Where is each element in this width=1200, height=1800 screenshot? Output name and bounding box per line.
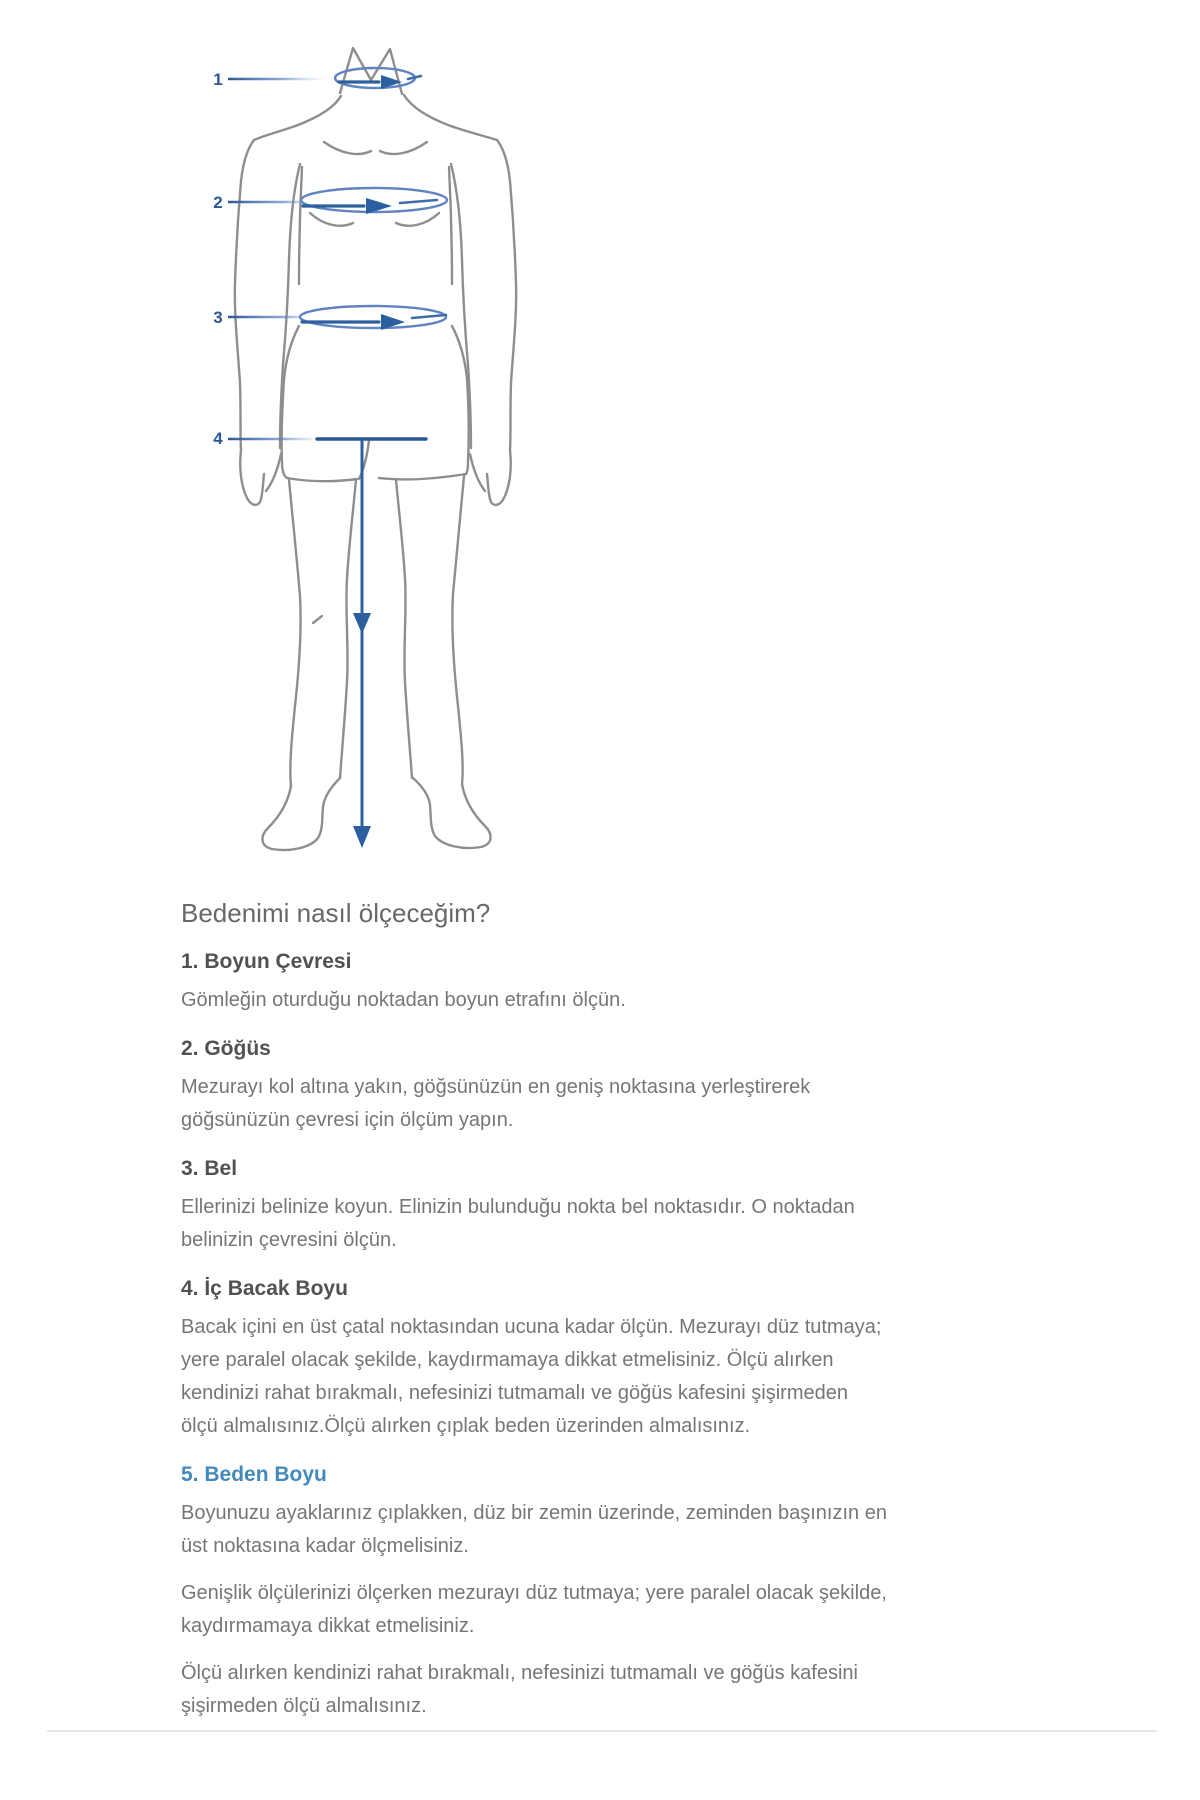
measure-neck [213, 68, 421, 89]
body-measurement-figure [150, 30, 550, 860]
section-heading-body-height: 5. Beden Boyu [181, 1463, 327, 1486]
measure-chest [213, 188, 447, 214]
bottom-divider [47, 1730, 1157, 1732]
measure-waist [213, 306, 446, 330]
section-heading-waist: 3. Bel [181, 1157, 238, 1180]
section-paragraph: Ellerinizi belinize koyun. Elinizin bulunduğu nokta bel noktasıdır. O noktadan belinizin çevresini ölçün. [181, 1196, 855, 1251]
measure-label-4: 4 [213, 429, 223, 448]
section-paragraph: Boyunuzu ayaklarınız çıplakken, düz bir zemin üzerinde, zeminden başınızın en üst noktasına kadar ölçmelisiniz. [181, 1502, 887, 1557]
waist-tape-dash [412, 315, 446, 318]
section-paragraph: Ölçü alırken kendinizi rahat bırakmalı, nefesinizi tutmamalı ve göğüs kafesini şişirmeden ölçü almalısınız. [181, 1662, 858, 1717]
section-heading-neck: 1. Boyun Çevresi [181, 950, 352, 973]
neck-tape-ellipse [335, 68, 415, 88]
section-chest [181, 1035, 889, 1137]
section-heading-inner-leg: 4. İç Bacak Boyu [181, 1277, 348, 1300]
section-waist [181, 1155, 889, 1257]
neck-tape-dash [408, 76, 421, 79]
measure-label-3: 3 [213, 308, 223, 327]
inner-leg-end-arrow-head [353, 826, 371, 848]
measurement-instructions [181, 896, 889, 1737]
section-paragraph: Gömleğin oturduğu noktadan boyun etrafını ölçün. [181, 989, 626, 1011]
section-neck [181, 948, 889, 1017]
measure-label-1: 1 [213, 70, 223, 89]
body-outline [235, 48, 516, 850]
section-inner-leg [181, 1275, 889, 1443]
section-paragraph: Genişlik ölçülerinizi ölçerken mezurayı düz tutmaya; yere paralel olacak şekilde, kaydırmamaya dikkat etmelisiniz. [181, 1582, 887, 1637]
chest-tape-dash [400, 200, 437, 203]
section-paragraph: Bacak içini en üst çatal noktasından ucuna kadar ölçün. Mezurayı düz tutmaya; yere paralel olacak şekilde, kaydırmamaya dikkat etmelisiniz. Ölçü alırken kendinizi rahat bırakmalı, nefesinizi tutmamalı ve göğüs kafesini şişirmeden ölçü almalısınız.Ölçü alırken çıplak beden üzerinden almalısınız. [181, 1316, 882, 1437]
inner-leg-mid-arrow-head [353, 613, 371, 634]
section-heading-chest: 2. Göğüs [181, 1037, 271, 1060]
measure-label-2: 2 [213, 193, 223, 212]
page-title: Bedenimi nasıl ölçeceğim? [181, 898, 491, 928]
section-paragraph: Mezurayı kol altına yakın, göğsünüzün en geniş noktasına yerleştirerek göğsünüzün çevresi için ölçüm yapın. [181, 1076, 811, 1131]
section-body-height [181, 1461, 889, 1723]
